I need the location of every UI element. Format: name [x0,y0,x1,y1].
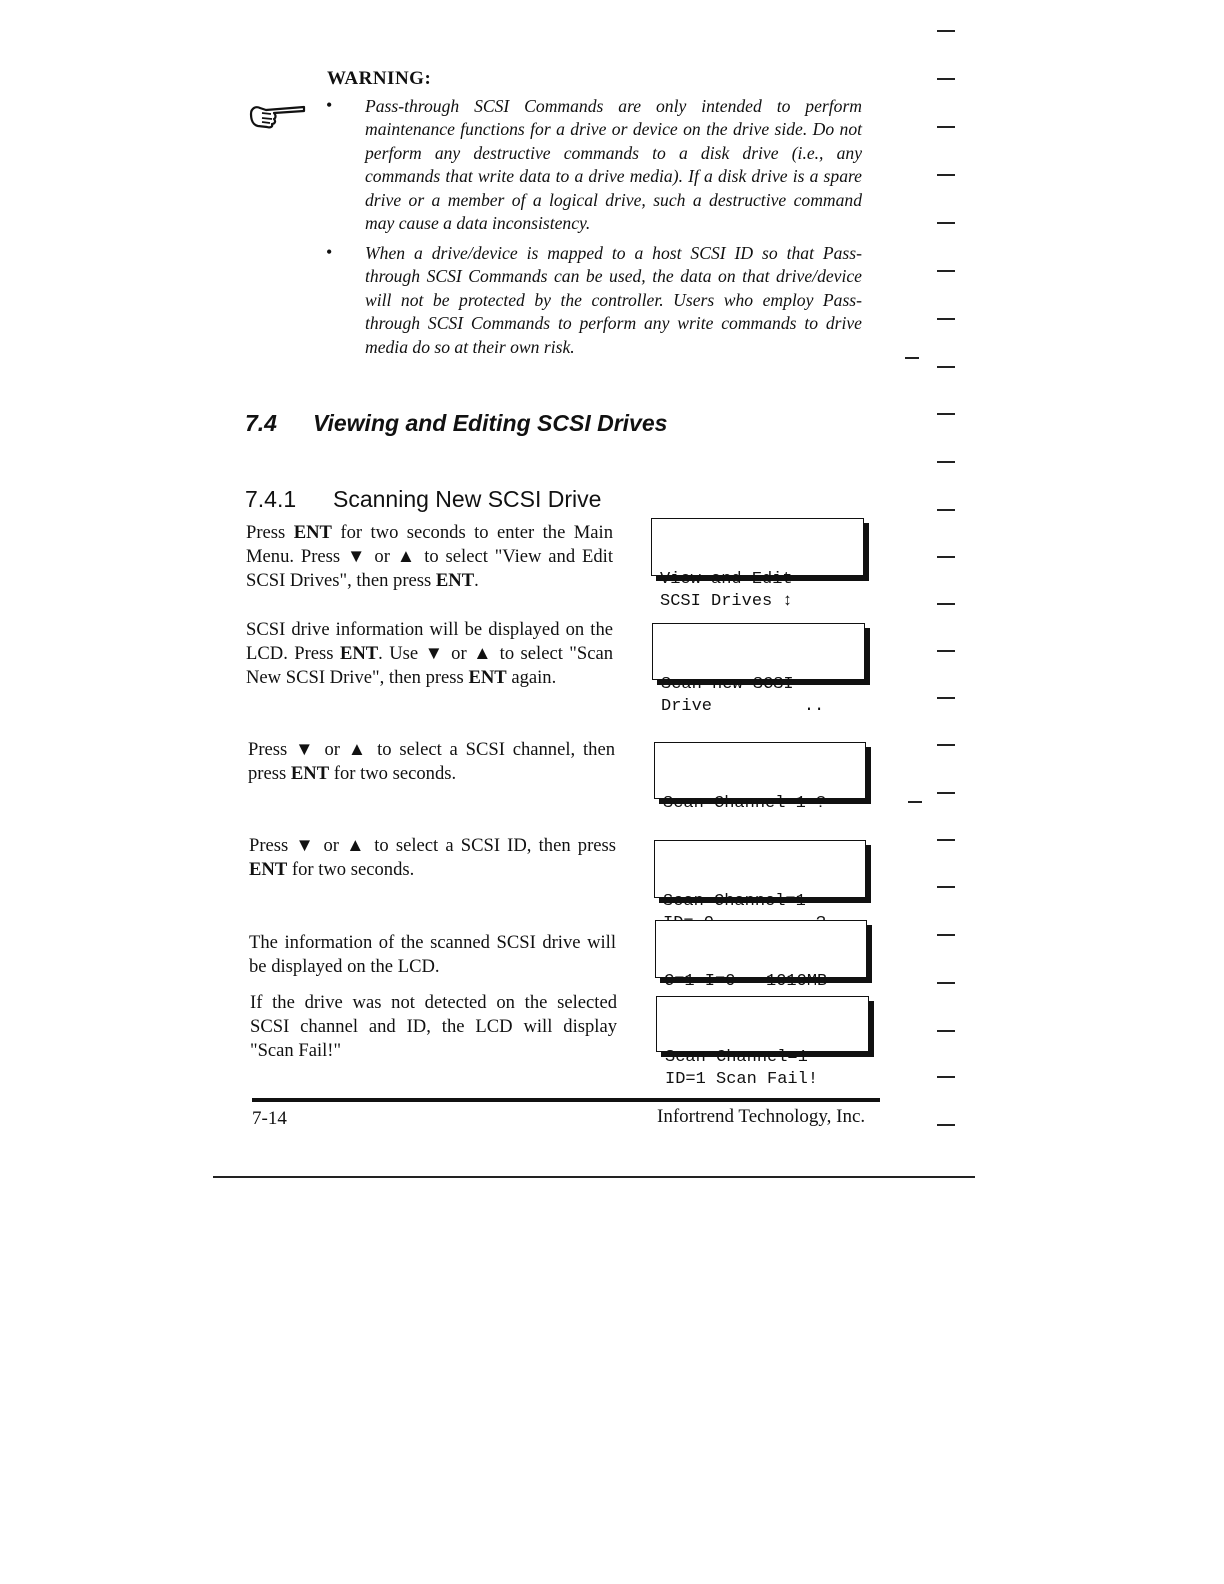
lcd-line-1: Scan Channel=1 [665,1048,808,1067]
warning-bullet-1: Pass-through SCSI Commands are only intended to perform maintenance functions for a drive or device on the drive side. Do not perform any destructive commands to a disk drive (i.e., any commands that write data to a drive media). If a disk drive is a spare drive or a member of a logical drive, such a destructive command may cause a data inconsistency. [365,96,862,234]
margin-mark [937,603,955,605]
margin-mark [937,697,955,699]
step-1-text: Press ENT for two seconds to enter the Main Menu. Press ▼ or ▲ to select "View and Edit SCSI Drives", then press ENT. [246,522,613,591]
bullet-2-marker: • [326,242,333,262]
margin-mark [937,30,955,32]
margin-mark [937,982,955,984]
lcd-scan-fail [656,996,869,1089]
margin-mark [937,886,955,888]
lcd-scan-new-scsi [652,623,865,716]
section-number: 7.4 [245,410,277,436]
margin-mark [937,126,955,128]
lcd-drive-info [655,920,867,991]
page-bottom-rule [213,1176,975,1178]
step-5-text: The information of the scanned SCSI drive will be displayed on the LCD. [249,932,616,977]
subsection-number: 7.4.1 [245,486,297,512]
margin-mark [937,744,955,746]
lcd-line-1: Scan new SCSI [661,675,794,694]
lcd-view-edit-scsi [651,518,864,611]
margin-mark [937,366,955,368]
margin-mark [937,650,955,652]
pointing-hand-icon [248,100,308,130]
margin-mark [937,78,955,80]
lcd-line-2: SCSI Drives ↕ [660,592,793,611]
warning-bullet-2: When a drive/device is mapped to a host SCSI ID so that Pass-through SCSI Commands can be used, the data on that drive/device will not be protected by the controller. Users who employ Pass-through SCSI Commands to perform any write commands to drive media do so at their own risk. [365,243,862,357]
page-number: 7-14 [252,1108,287,1129]
section-heading [245,410,667,437]
step-3-text: Press ▼ or ▲ to select a SCSI channel, then press ENT for two seconds. [248,739,615,784]
margin-mark [937,174,955,176]
lcd-line-1: Scan Channel=1 [663,892,806,911]
warning-title: WARNING: [327,68,432,89]
company-name: Infortrend Technology, Inc. [657,1106,866,1127]
margin-mark [908,801,922,803]
margin-mark [937,413,955,415]
lcd-scan-channel [654,742,866,813]
margin-mark [937,1124,955,1126]
margin-mark [937,461,955,463]
margin-mark [937,1030,955,1032]
lcd-line-2: ID=1 Scan Fail! [665,1070,819,1089]
section-title: Viewing and Editing SCSI Drives [313,410,668,436]
step-6-text: If the drive was not detected on the selected SCSI channel and ID, the LCD will display "Scan Fail!" [250,992,617,1061]
lcd-line-2 [663,815,857,837]
footer-rule [252,1098,880,1102]
margin-mark [937,839,955,841]
lcd-line-1: Scan Channel=1 ? [663,794,827,813]
subsection-title: Scanning New SCSI Drive [333,486,602,512]
margin-mark [937,792,955,794]
margin-mark [937,318,955,320]
margin-mark [905,357,919,359]
margin-mark [937,934,955,936]
margin-mark [937,1076,955,1078]
margin-mark [937,509,955,511]
lcd-line-1: View and Edit [660,570,793,589]
margin-mark [937,270,955,272]
lcd-line-2: Drive .. [661,697,825,716]
step-4-text: Press ▼ or ▲ to select a SCSI ID, then press ENT for two seconds. [249,835,616,880]
lcd-scan-channel-id [654,840,866,911]
step-2-text: SCSI drive information will be displayed on the LCD. Press ENT. Use ▼ or ▲ to select "Scan New SCSI Drive", then press ENT again. [246,619,614,688]
bullet-1-marker: • [326,95,333,115]
lcd-line-1: C=1 I=0 1010MB [664,972,828,991]
subsection-heading [245,486,601,513]
margin-mark [937,556,955,558]
margin-mark [937,222,955,224]
